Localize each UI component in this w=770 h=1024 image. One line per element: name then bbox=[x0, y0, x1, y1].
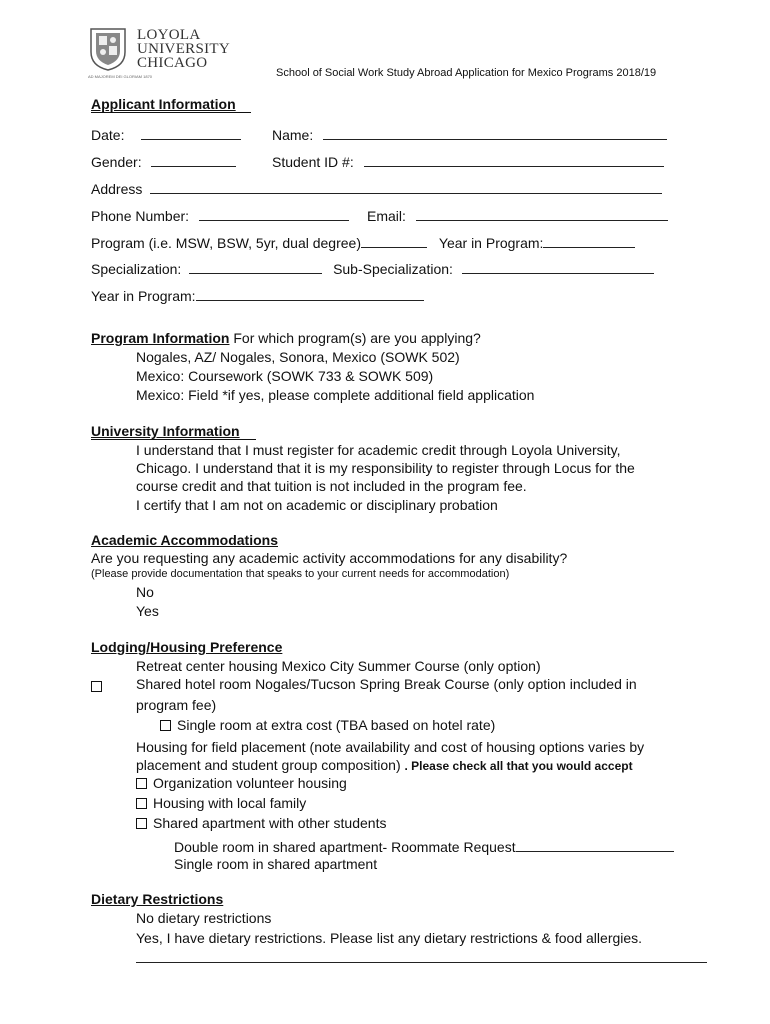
sub-specialization-field[interactable] bbox=[462, 259, 654, 274]
program-label: Program (i.e. MSW, BSW, 5yr, dual degree) bbox=[91, 235, 361, 251]
shared-hotel-label-1: Shared hotel room Nogales/Tucson Spring Break Course (only option included in bbox=[136, 676, 637, 692]
university-statement-4: I certify that I am not on academic or disciplinary probation bbox=[136, 497, 498, 513]
name-label: Name: bbox=[272, 127, 314, 143]
email-field[interactable] bbox=[416, 206, 668, 221]
lodging-retreat-option[interactable]: Retreat center housing Mexico City Summer Course (only option) bbox=[136, 658, 541, 674]
student-id-row bbox=[272, 152, 664, 170]
shared-hotel-checkbox[interactable] bbox=[91, 678, 108, 694]
dietary-heading: Dietary Restrictions bbox=[91, 891, 224, 907]
accommodations-option-no[interactable]: No bbox=[136, 584, 154, 600]
university-info-heading-rule bbox=[91, 439, 256, 440]
roommate-request-field[interactable] bbox=[516, 837, 674, 852]
phone-label: Phone Number: bbox=[91, 208, 190, 224]
single-room-label: Single room at extra cost (TBA based on hotel rate) bbox=[177, 717, 496, 733]
program-option-field[interactable]: Mexico: Field *if yes, please complete additional field application bbox=[136, 387, 535, 403]
year-in-program-field[interactable] bbox=[543, 233, 635, 248]
sub-specialization-label: Sub-Specialization: bbox=[333, 261, 453, 277]
specialization-label: Specialization: bbox=[91, 261, 182, 277]
year-in-program-row-2 bbox=[91, 286, 424, 304]
year-in-program-label-2: Year in Program: bbox=[91, 288, 196, 304]
shared-apartment-checkbox[interactable] bbox=[136, 818, 147, 829]
dietary-none-option[interactable]: No dietary restrictions bbox=[136, 910, 272, 926]
shared-apartment-label: Shared apartment with other students bbox=[153, 815, 387, 831]
accommodations-heading: Academic Accommodations bbox=[91, 532, 278, 548]
university-info-heading: University Information bbox=[91, 423, 240, 439]
program-row bbox=[91, 233, 635, 251]
email-row bbox=[367, 206, 668, 224]
program-info-heading: Program Information bbox=[91, 330, 230, 346]
name-field[interactable] bbox=[323, 125, 667, 140]
applicant-info-heading: Applicant Information bbox=[91, 96, 236, 112]
accommodations-note: (Please provide documentation that speaks to your current needs for accommodation) bbox=[91, 568, 510, 580]
program-info-question: For which program(s) are you applying? bbox=[229, 330, 481, 346]
seal-inscription: AD MAJOREM DEI GLORIAM 1870 bbox=[88, 74, 153, 79]
university-statement-1: I understand that I must register for academic credit through Loyola University, bbox=[136, 442, 621, 458]
logo-line-3: CHICAGO bbox=[137, 55, 208, 71]
specialization-field[interactable] bbox=[189, 259, 322, 274]
date-label: Date: bbox=[91, 127, 125, 143]
phone-field[interactable] bbox=[199, 206, 349, 221]
date-row bbox=[91, 125, 241, 143]
double-room-label[interactable]: Double room in shared apartment- Roommate Request bbox=[174, 839, 516, 855]
org-housing-checkbox[interactable] bbox=[136, 778, 147, 789]
dietary-yes-option[interactable]: Yes, I have dietary restrictions. Please list any dietary restrictions & food allergies. bbox=[136, 930, 643, 946]
field-housing-text: placement and student group composition) bbox=[136, 757, 405, 773]
single-apartment-option[interactable]: Single room in shared apartment bbox=[174, 856, 378, 872]
address-label: Address bbox=[91, 181, 143, 197]
specialization-row bbox=[91, 259, 654, 277]
year-in-program-label: Year in Program: bbox=[438, 235, 544, 251]
year-in-program-field-2[interactable] bbox=[196, 286, 424, 301]
gender-field[interactable] bbox=[151, 152, 236, 167]
logo-line-1: LOYOLA bbox=[137, 27, 201, 43]
name-row bbox=[272, 125, 667, 143]
date-field[interactable] bbox=[141, 125, 241, 140]
email-label: Email: bbox=[367, 208, 406, 224]
university-statement-2: Chicago. I understand that it is my responsibility to register through Locus for the bbox=[136, 460, 635, 476]
field-housing-line-1: Housing for field placement (note availability and cost of housing options varies by bbox=[136, 739, 645, 755]
program-info-line bbox=[91, 330, 481, 346]
family-housing-label: Housing with local family bbox=[153, 795, 307, 811]
university-statement-3: course credit and that tuition is not included in the program fee. bbox=[136, 478, 527, 494]
loyola-seal-icon bbox=[88, 26, 128, 75]
student-id-field[interactable] bbox=[364, 152, 664, 167]
gender-label: Gender: bbox=[91, 154, 142, 170]
program-option-coursework[interactable]: Mexico: Coursework (SOWK 733 & SOWK 509) bbox=[136, 368, 434, 384]
single-room-option bbox=[160, 717, 495, 733]
family-housing-checkbox[interactable] bbox=[136, 798, 147, 809]
document-title: School of Social Work Study Abroad Application for Mexico Programs 2018/19 bbox=[276, 67, 657, 79]
gender-row bbox=[91, 152, 236, 170]
logo-line-2: UNIVERSITY bbox=[137, 41, 230, 57]
student-id-label: Student ID #: bbox=[272, 154, 354, 170]
university-logo-text bbox=[137, 28, 230, 70]
field-housing-line-2 bbox=[136, 757, 633, 773]
dietary-restrictions-field[interactable] bbox=[136, 962, 707, 963]
lodging-heading: Lodging/Housing Preference bbox=[91, 639, 283, 655]
program-option-nogales[interactable]: Nogales, AZ/ Nogales, Sonora, Mexico (SOWK 502) bbox=[136, 349, 460, 365]
family-housing-option bbox=[136, 795, 306, 811]
shared-hotel-label-2: program fee) bbox=[136, 697, 217, 713]
program-field[interactable] bbox=[361, 233, 427, 248]
shared-apartment-option bbox=[136, 815, 386, 831]
address-field[interactable] bbox=[150, 179, 662, 194]
applicant-info-heading-rule bbox=[91, 112, 251, 113]
accommodations-question: Are you requesting any academic activity accommodations for any disability? bbox=[91, 550, 568, 566]
double-room-row bbox=[174, 837, 674, 855]
single-room-checkbox[interactable] bbox=[160, 720, 171, 731]
accommodations-option-yes[interactable]: Yes bbox=[136, 603, 159, 619]
phone-row bbox=[91, 206, 349, 224]
address-row bbox=[91, 179, 662, 197]
org-housing-option bbox=[136, 775, 347, 791]
org-housing-label: Organization volunteer housing bbox=[153, 775, 347, 791]
check-all-instruction: . Please check all that you would accept bbox=[404, 759, 633, 773]
